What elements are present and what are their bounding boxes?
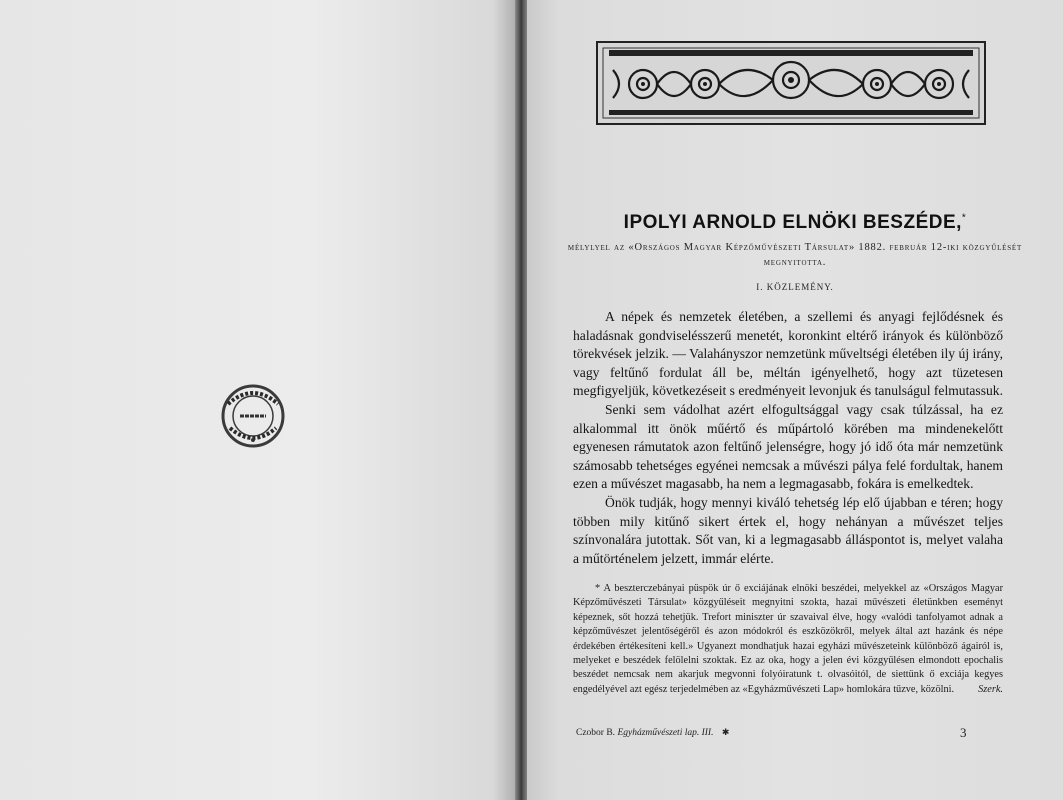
footnote-text: * A beszterczebányai püspök úr ő exciájának elnöki beszédei, melyekkel az «Országos Magyar Képzőművészeti Társulat» közgyűléseit megnyitni szokta, hazai művészeti életünkben eseményt képeznek, sőt hozzá tehetjük. Trefort miniszter úr szavaival élve, hogy «valódi tanfolyamot adnak a képzőművészet jelentőségéről és azon módokról és eszközökről, melyek által azt hazánk és népe érdekében értékesíteni kell.» Ugyanezt mondhatjuk hazai egyházi művészeteink különböző ágairól is, melyeket e beszédek felölelni szoktak. Ez az oka, hogy a jelen évi közgyűlésen elmondott epochalis beszédet nemcsak nem akarjuk megvonni folyóiratunk t. olvasóitól, de siettünk ő exciája kegyes engedélyével azt egész terjedelmében az «Egyházművészeti Lap» homlokára tűzve, közölni. <box>573 583 1003 695</box>
page-footer-signature <box>576 727 729 738</box>
asterisk-icon: ✱ <box>721 727 730 737</box>
paragraph: Senki sem vádolhat azért elfogultsággal vagy csak túlzással, ha ez alkalommal itt önök műértő és műpártoló körében ma mindenekelőtt egyenesen rámutatok azon feltűnő jelenségre, hogy jó idő óta már nemzetünk számosabb tehetséges egyénei nemcsak a művészi pálya felé fordultak, hanem ezen a művészet magasabb, ha nem a legmagasabb, fokára is emelkedtek. <box>573 401 1003 492</box>
page-number: 3 <box>960 725 967 740</box>
footer-publication: Egyházművészeti lap. III. <box>617 728 714 738</box>
paragraph: A népek és nemzetek életében, a szellemi és anyagi fejlődésnek és haladásnak gondviselésszerű menetét, koronkint eltérő irányok és különböző törekvések jelzik. — Valahányszor nemzetünk műveltségi életében ily új irány, vagy feltűnő fordulat áll be, méltán igényelhető, hogy azt tüzetesen megfigyeljük, következéseit s eredményeit levonjuk és tanulságul felmutassuk. <box>573 309 1003 399</box>
library-stamp-icon <box>210 380 296 452</box>
footnote-signature: Szerk. <box>978 684 1003 696</box>
paragraph: Önök tudják, hogy mennyi kiváló tehetség lép elő újabban e téren; hogy többen mily kitűnő sikert értek el, hogy nehányan a művészet teljes színvonalára jutottak. Sőt van, ki a legmagasabb álláspontot is, melyet valaha a műtörténelem jelzett, immár elérte. <box>573 494 1003 566</box>
footnote <box>573 582 1003 698</box>
article-subtitle: mélylyel az «Országos Magyar Képzőművészeti Társulat» 1882. február 12-iki közgyűlését megnyitotta. <box>567 242 1023 268</box>
section-heading: I. KÖZLEMÉNY. <box>756 282 834 292</box>
body-text <box>573 308 1003 568</box>
ornamental-headpiece <box>595 40 987 126</box>
footer-author: Czobor B. <box>576 728 616 738</box>
article-title: IPOLYI ARNOLD ELNÖKI BESZÉDE,* <box>623 212 967 233</box>
